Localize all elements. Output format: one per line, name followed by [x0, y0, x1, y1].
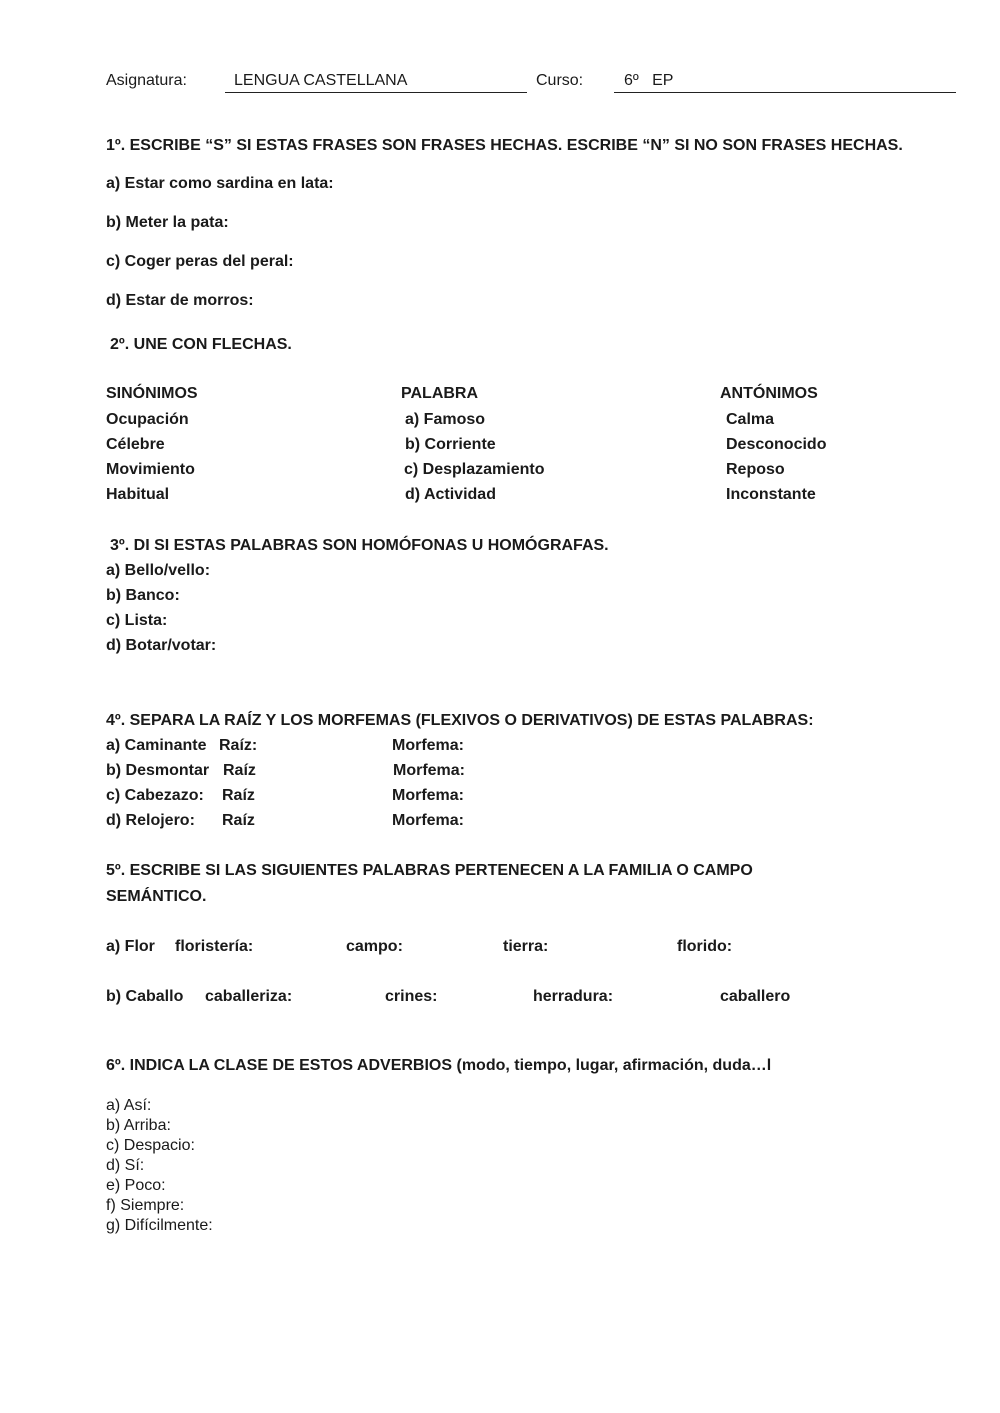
word-item: d) Actividad [405, 486, 496, 503]
ex3-item: a) Bello/vello: [106, 562, 211, 579]
ex4-morfema: Morfema: [392, 737, 465, 754]
ex4-word: a) Caminante [106, 737, 207, 754]
ex5-option: campo: [346, 938, 403, 955]
ex3-item: c) Lista: [106, 612, 168, 629]
synonym-item: Célebre [106, 436, 165, 453]
words-header: PALABRA [401, 385, 479, 402]
antonym-item: Desconocido [726, 436, 827, 453]
ex5-title-line1: 5º. ESCRIBE SI LAS SIGUIENTES PALABRAS PERTENECEN A LA FAMILIA O CAMPO [106, 862, 753, 879]
ex4-word: b) Desmontar [106, 762, 210, 779]
ex4-word: c) Cabezazo: [106, 787, 204, 804]
course-underline [614, 92, 956, 93]
ex4-word: d) Relojero: [106, 812, 195, 829]
ex5-option: tierra: [503, 938, 549, 955]
ex5-option: crines: [385, 988, 438, 1005]
ex5-option: florido: [677, 938, 733, 955]
ex5-word-a: a) Flor [106, 938, 155, 955]
ex4-title: 4º. SEPARA LA RAÍZ Y LOS MORFEMAS (FLEXIVOS O DERIVATIVOS) DE ESTAS PALABRAS: [106, 712, 814, 729]
subject-value: LENGUA CASTELLANA [234, 72, 408, 89]
ex4-morfema: Morfema: [393, 762, 466, 779]
ex5-option: caballeriza: [205, 988, 293, 1005]
antonym-item: Reposo [726, 461, 785, 478]
ex2-title: 2º. UNE CON FLECHAS. [110, 336, 292, 353]
ex3-item: d) Botar/votar: [106, 637, 217, 654]
ex1-item: a) Estar como sardina en lata: [106, 175, 334, 192]
ex4-raiz: Raíz [222, 812, 255, 829]
synonym-item: Habitual [106, 486, 170, 503]
ex1-item: d) Estar de morros: [106, 292, 254, 309]
ex6-item: b) Arriba: [106, 1117, 171, 1134]
antonyms-header: ANTÓNIMOS [720, 385, 818, 402]
ex4-morfema: Morfema: [392, 787, 465, 804]
ex1-item: b) Meter la pata: [106, 214, 229, 231]
ex1-title: 1º. ESCRIBE “S” SI ESTAS FRASES SON FRASES HECHAS. ESCRIBE “N” SI NO SON FRASES HECHAS. [106, 137, 903, 154]
ex5-option: herradura: [533, 988, 614, 1005]
word-item: a) Famoso [405, 411, 486, 428]
course-value: 6º EP [624, 72, 674, 89]
ex6-item: g) Difícilmente: [106, 1217, 213, 1234]
ex6-item: d) Sí: [106, 1157, 145, 1174]
synonym-item: Ocupación [106, 411, 189, 428]
ex3-item: b) Banco: [106, 587, 180, 604]
antonym-item: Inconstante [726, 486, 816, 503]
ex3-title: 3º. DI SI ESTAS PALABRAS SON HOMÓFONAS U HOMÓGRAFAS. [110, 537, 609, 554]
ex5-option: caballero [720, 988, 791, 1005]
ex6-item: e) Poco: [106, 1177, 166, 1194]
synonyms-header: SINÓNIMOS [106, 385, 198, 402]
word-item: c) Desplazamiento [404, 461, 545, 478]
ex5-word-b: b) Caballo [106, 988, 184, 1005]
ex6-item: a) Así: [106, 1097, 152, 1114]
subject-underline [225, 92, 527, 93]
antonym-item: Calma [726, 411, 775, 428]
synonym-item: Movimiento [106, 461, 195, 478]
word-item: b) Corriente [405, 436, 496, 453]
ex5-option: floristería: [175, 938, 254, 955]
subject-label: Asignatura: [106, 72, 187, 89]
ex4-raiz: Raíz: [219, 737, 258, 754]
ex4-raiz: Raíz [223, 762, 256, 779]
ex1-item: c) Coger peras del peral: [106, 253, 294, 270]
ex5-title-line2: SEMÁNTICO. [106, 888, 207, 905]
ex6-title: 6º. INDICA LA CLASE DE ESTOS ADVERBIOS (modo, tiempo, lugar, afirmación, duda…l [106, 1057, 772, 1074]
ex4-raiz: Raíz [222, 787, 255, 804]
course-label: Curso: [536, 72, 584, 89]
ex6-item: f) Siempre: [106, 1197, 185, 1214]
ex6-item: c) Despacio: [106, 1137, 195, 1154]
ex4-morfema: Morfema: [392, 812, 465, 829]
